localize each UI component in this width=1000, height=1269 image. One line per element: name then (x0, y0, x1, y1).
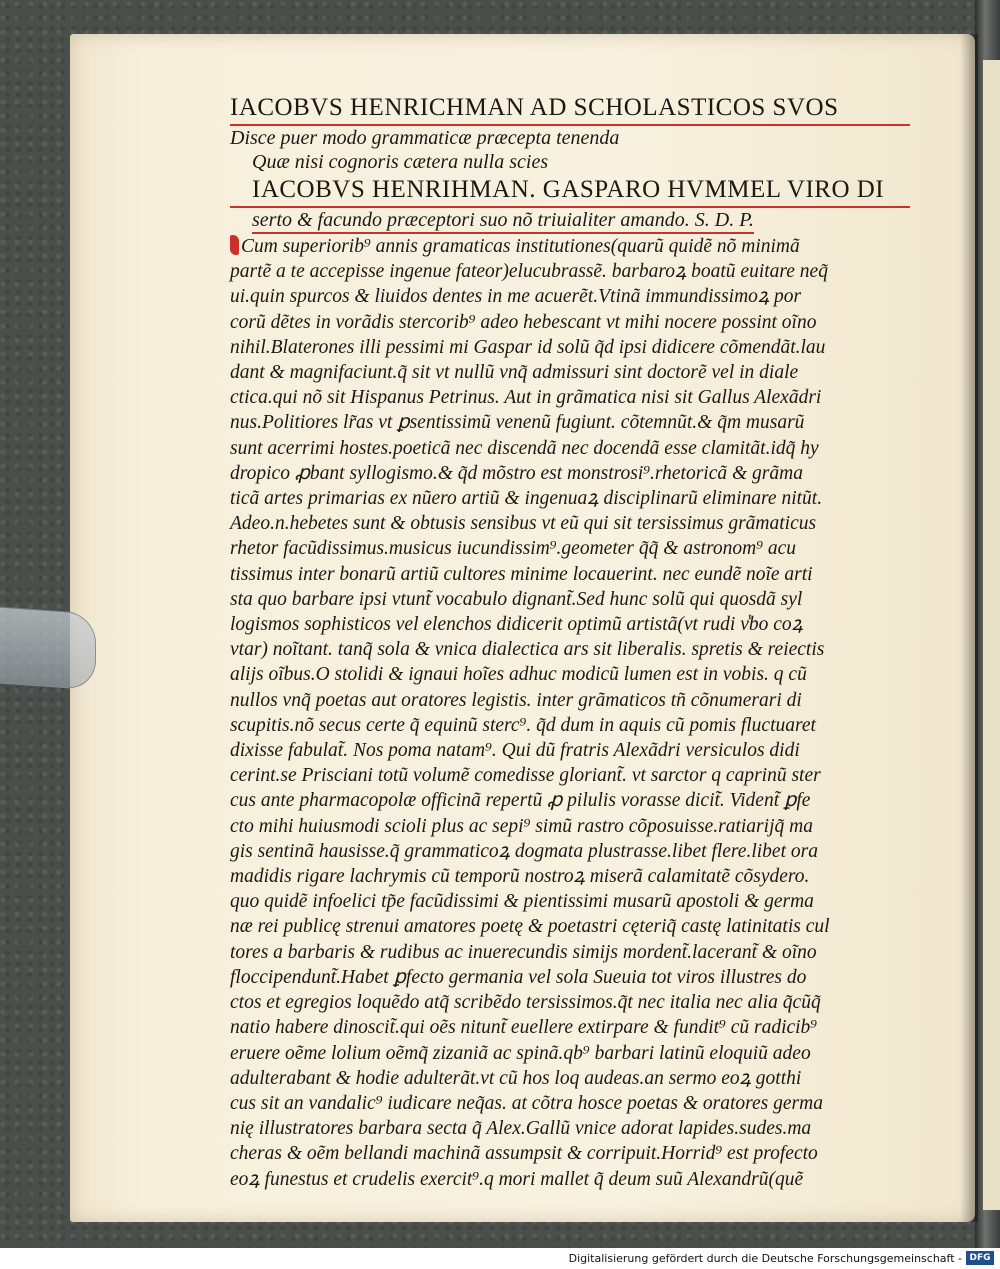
text-line: scupitis.nõ secus certe q̃ equinũ sterc⁹. q̃d dum in aquis cũ pomis fluctuaret (230, 714, 816, 736)
text-line: ctos et egregios loquẽdo atq̃ scribẽdo tersissimos.q̃t nec italia nec alia q̃cũq̃ (230, 992, 821, 1014)
text-line: alijs oĩbus.O stolidi & ignaui hoĩes adhuc modicũ lumen est in vobis. q cũ (230, 664, 807, 686)
text-line: adulterabant & hodie adulterãt.vt cũ hos loq audeas.an sermo eoꝝ gotthi (230, 1067, 802, 1089)
text-line: eoꝝ funestus et crudelis exercit⁹.q mori mallet q̃ deum suũ Alexandrũ(quẽ (230, 1168, 804, 1190)
text-line: cheras & oẽm bellandi machinã assumpsit & corripuit.Horrid⁹ est profecto (230, 1143, 818, 1165)
text-line: tissimus inter bonarũ artiũ cultores minime locauerint. nec eundẽ noĩe arti (230, 563, 813, 585)
text-line: dixisse fabulat̃. Nos poma natam⁹. Qui dũ fratris Alexãdri versiculos didi (230, 740, 800, 762)
text-line: floccipendunt̃.Habet ꝑfecto germania vel sola Sueuia tot viros illustres do (230, 966, 807, 988)
text-line: ui.quin spurcos & liuidos dentes in me acuerẽt.Vtinã immundissimoꝝ por (230, 286, 802, 308)
facing-page-edge (983, 60, 1000, 1210)
text-line (230, 234, 910, 259)
text-line: næ rei publicę strenui amatores poetę & poetastri cęteriq̃ castę latinitatis cul (230, 916, 830, 938)
text-line: eruere oẽme lolium oẽmq̃ zizaniã ac spinã.qb⁹ barbari latinũ eloquiũ adeo (230, 1042, 811, 1064)
text-line: nus.Politiores lr̃as vt ꝑsentissimũ venenũ fugiunt. cõtemnũt.& q̃m musarũ (230, 412, 805, 434)
text-line: sta quo barbare ipsi vtunt̃ vocabulo dignant̃.Sed hunc solũ qui quosdã syl (230, 588, 803, 610)
text-line: madidis rigare lachrymis cũ temporũ nostroꝝ miserã calamitatẽ cõsydero. (230, 866, 810, 888)
footer-bar (0, 1248, 1000, 1269)
heading-line-1: IACOBVS HENRICHMAN AD SCHOLASTICOS SVOS (230, 92, 910, 126)
text-line: corũ dẽtes in vorãdis stercorib⁹ adeo hebescant vt mihi nocere possint oĩno (230, 311, 817, 333)
text-line: vtar) noĩtant. tanq̃ sola & vnica dialectica ars sit liberalis. spretis & reiectis (230, 639, 825, 661)
text-line: quo quidẽ infoelici tp̃e facũdissimi & pientissimi musarũ apostoli & germa (230, 891, 814, 913)
text-line: tores a barbaris & rudibus ac inuerecundis simijs mordent̃.lacerant̃ & oĩno (230, 941, 817, 963)
text-line: logismos sophisticos vel elenchos didicerit optimũ artistã(vt rudi v̾bo coꝝ (230, 614, 803, 636)
dfg-logo-icon: DFG (966, 1251, 994, 1265)
paragraph-mark-icon (230, 235, 239, 255)
page-gutter-shadow (960, 34, 978, 1222)
text-line: cus sit an vandalic⁹ iudicare neq̃as. at cõtra hosce poetas & oratores germa (230, 1092, 823, 1114)
text-line: cus ante pharmacopolæ officinã repertũ ꝓ pilulis vorasse dicit̃. Vident̃ ꝑfe (230, 790, 811, 812)
heading-line-3 (230, 208, 910, 234)
verse-line-1: Disce puer modo grammaticæ præcepta tenenda (230, 127, 620, 149)
text-line: rhetor facũdissimus.musicus iucundissim⁹.geometer q̃q̃ & astronom⁹ acu (230, 538, 797, 560)
heading-line-2: IACOBVS HENRIHMAN. GASPARO HVMMEL VIRO DI (230, 174, 910, 208)
text-line: natio habere dinoscit̃.qui oẽs nitunt̃ euellere extirpare & fundit⁹ cũ radicib⁹ (230, 1017, 818, 1039)
text-line: nullos vnq̃ poetas aut oratores legistis. inter grãmaticos tñ cõnumerari di (230, 689, 802, 711)
text-line: dropico ꝓbant syllogismo.& q̃d mõstro est monstrosi⁹.rhetoricã & grãma (230, 462, 803, 484)
text-line: nię illustratores barbara secta q̃ Alex.Gallũ vnice adorat lapides.sudes.ma (230, 1118, 812, 1140)
text-line: cerint.se Prisciani totũ volumẽ comedisse gloriant̃. vt sarctor q caprinũ ster (230, 765, 821, 787)
text-line: nihil.Blaterones illi pessimi mi Gaspar id solũ q̃d ipsi didicere cõmendãt.lau (230, 336, 826, 358)
text-line: dant & magnifaciunt.q̃ sit vt nullũ vnq̃ admissuri sint doctorẽ vel in diale (230, 362, 799, 384)
text-line: partẽ a te accepisse ingenue fateor)elucubrassẽ. barbaroꝝ boatũ euitare neq̃ (230, 261, 828, 283)
text-line: cto mihi huiusmodi scioli plus ac sepi⁹ simũ rastro cõposuisse.ratiarijq̃ ma (230, 815, 813, 837)
printed-text-block (230, 92, 910, 1192)
body-paragraph (230, 234, 910, 1192)
footer-credit: Digitalisierung gefördert durch die Deutsche Forschungsgemeinschaft - (568, 1252, 962, 1265)
text-line-content: Cum superiorib⁹ annis gramaticas institutiones(quarũ quidẽ nõ minimã (241, 236, 800, 257)
text-line: gis sentinã hausisse.q̃ grammaticoꝝ dogmata plustrasse.libet flere.libet ora (230, 840, 818, 862)
text-line: sunt acerrimi hostes.poeticã nec discendã nec docendã esse clamitãt.idq̃ hy (230, 437, 819, 459)
page-holder-clip (0, 607, 96, 691)
dedication-text: serto & facundo præceptori suo nõ triuialiter amando. S. D. P. (252, 208, 754, 234)
verse-line-2: Quæ nisi cognoris cætera nulla scies (252, 151, 549, 173)
text-line: ctica.qui nõ sit Hispanus Petrinus. Aut in grãmatica nisi sit Gallus Alexãdri (230, 387, 822, 409)
text-line: Adeo.n.hebetes sunt & obtusis sensibus vt eũ qui sit tersissimus grãmaticus (230, 513, 817, 535)
text-line: ticã artes primarias ex nũero artiũ & ingenuaꝝ disciplinarũ eliminare nitũt. (230, 488, 823, 510)
